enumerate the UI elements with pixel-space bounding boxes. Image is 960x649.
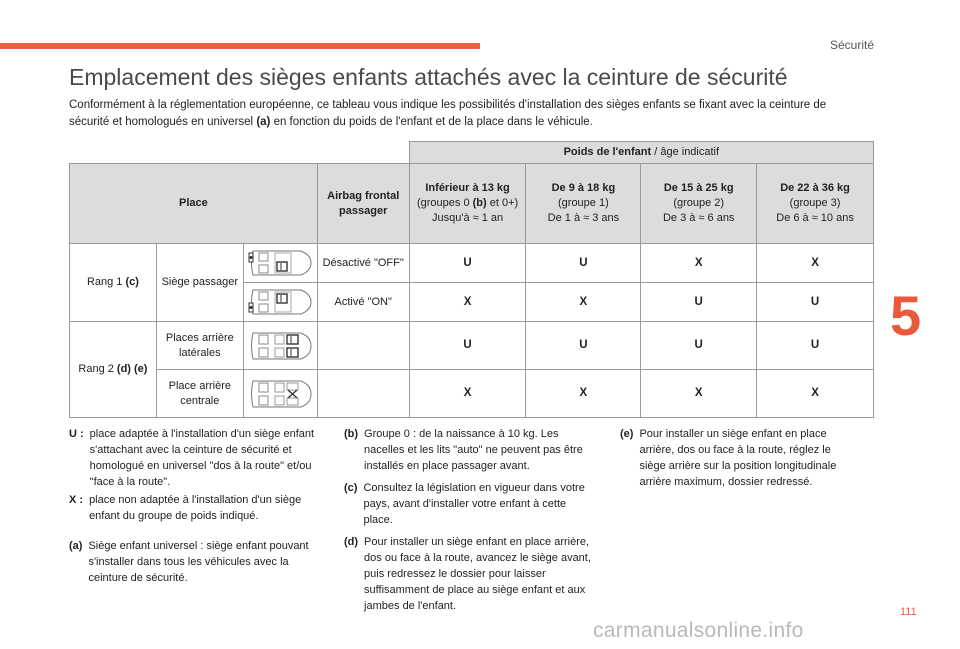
rang-ref: (c) — [125, 276, 139, 288]
weight-range: De 15 à 25 kg — [663, 182, 734, 194]
note-u — [69, 426, 319, 490]
seat-passenger-label: Siège passager — [156, 244, 243, 322]
intro-ref: (a) — [256, 116, 271, 128]
seat-value-cell: U — [409, 322, 526, 370]
note-key: X : — [69, 494, 84, 506]
airbag-empty-cell — [317, 322, 409, 370]
notes-column-2 — [344, 426, 594, 620]
seat-rear-side-label: Places arrière latérales — [156, 322, 243, 370]
table-row — [70, 322, 874, 370]
car-icon-cell — [243, 283, 317, 322]
seat-value-cell: U — [757, 322, 874, 370]
seat-value-cell: X — [409, 283, 526, 322]
intro-text-end: en fonction du poids de l'enfant et de la place dans le véhicule. — [270, 116, 593, 128]
weight-age: Jusqu'à ≈ 1 an — [432, 212, 504, 224]
weight-group: (groupe 3) — [789, 197, 841, 209]
row-rang-2 — [70, 322, 157, 418]
chapter-number: 5 — [890, 284, 922, 347]
car-front-seat-icon — [247, 286, 313, 318]
car-rear-side-icon — [247, 329, 313, 363]
note-text: Pour installer un siège enfant en place arrière, dos ou face à la route, réglez le siège arrière sur la position longitudinale arrière maximum, dossier redressé. — [639, 428, 837, 488]
page-number: 111 — [900, 606, 917, 618]
weight-group-header — [409, 142, 873, 164]
car-front-seat-icon — [247, 247, 313, 279]
car-icon-cell — [243, 370, 317, 418]
weight-header-rest: / âge indicatif — [651, 146, 720, 158]
note-key: U : — [69, 428, 84, 440]
weight-group-ref: (b) — [472, 197, 487, 209]
car-icon-cell — [243, 322, 317, 370]
note-key: (b) — [344, 428, 359, 440]
seat-rear-center-label: Place arrière centrale — [156, 370, 243, 418]
note-b — [344, 426, 594, 474]
notes-column-1 — [69, 426, 319, 592]
seat-value-cell: X — [641, 244, 757, 283]
intro-text: Conformément à la réglementation européenne, ce tableau vous indique les possibilités d'installation des sièges enfants se fixant avec la ceinture de sécurité et homologués en universel — [69, 99, 827, 128]
note-d — [344, 534, 594, 614]
note-text: Siège enfant universel : siège enfant pouvant s'installer dans tous les véhicules avec la ceinture de sécurité. — [88, 540, 309, 584]
note-text: place adaptée à l'installation d'un siège enfant s'attachant avec la ceinture de sécurité et homologué en universel "dos à la route" et/ou "face à la route". — [89, 428, 315, 488]
row-rang-1 — [70, 244, 157, 322]
weight-group: (groupe 2) — [673, 197, 725, 209]
weight-age: De 1 à ≈ 3 ans — [547, 212, 620, 224]
weight-col-header — [526, 164, 641, 244]
watermark: carmanualsonline.info — [593, 619, 804, 642]
note-key: (a) — [69, 540, 83, 552]
seat-value-cell: U — [409, 244, 526, 283]
weight-col-header — [757, 164, 874, 244]
weight-range: De 22 à 36 kg — [780, 182, 850, 194]
seat-value-cell: X — [526, 283, 641, 322]
seat-value-cell: X — [526, 370, 641, 418]
weight-age: De 6 à ≈ 10 ans — [776, 212, 854, 224]
col-airbag-header: Airbag frontal passager — [317, 164, 409, 244]
seat-value-cell: X — [641, 370, 757, 418]
seat-value-cell: U — [757, 283, 874, 322]
table-row — [70, 244, 874, 283]
weight-header-bold: Poids de l'enfant — [563, 146, 652, 158]
page-title: Emplacement des sièges enfants attachés avec la ceinture de sécurité — [69, 64, 788, 90]
notes-column-3 — [620, 426, 860, 496]
intro-paragraph — [69, 97, 869, 131]
seat-value-cell: X — [757, 370, 874, 418]
weight-range: De 9 à 18 kg — [551, 182, 616, 194]
note-c — [344, 480, 594, 528]
rang-label: Rang 2 — [78, 363, 117, 375]
seat-value-cell: U — [641, 322, 757, 370]
weight-group-end: et 0+) — [486, 197, 519, 209]
note-key: (c) — [344, 482, 358, 494]
weight-group: (groupe 1) — [558, 197, 609, 209]
note-a — [69, 538, 319, 586]
note-key: (d) — [344, 536, 359, 548]
table-row — [70, 370, 874, 418]
rang-label: Rang 1 — [86, 276, 126, 288]
weight-group: (groupes 0 — [416, 197, 473, 209]
seat-value-cell: U — [526, 322, 641, 370]
note-text: place non adaptée à l'installation d'un siège enfant du groupe de poids indiqué. — [89, 494, 302, 522]
child-seat-table — [69, 141, 874, 418]
car-rear-center-icon — [247, 377, 313, 411]
note-e — [620, 426, 860, 490]
note-text: Groupe 0 : de la naissance à 10 kg. Les nacelles et les lits "auto" ne peuvent pas être installés en place passager avant. — [364, 428, 583, 472]
weight-range: Inférieur à 13 kg — [425, 182, 510, 194]
weight-age: De 3 à ≈ 6 ans — [662, 212, 735, 224]
seat-value-cell: X — [757, 244, 874, 283]
seat-value-cell: X — [409, 370, 526, 418]
airbag-off-label: Désactivé "OFF" — [317, 244, 409, 283]
section-label: Sécurité — [830, 38, 875, 52]
note-text: Consultez la législation en vigueur dans votre pays, avant d'installer votre enfant à cette place. — [363, 482, 585, 526]
seat-value-cell: U — [526, 244, 641, 283]
top-accent-bar — [0, 43, 480, 49]
airbag-on-label: Activé "ON" — [317, 283, 409, 322]
note-key: (e) — [620, 428, 634, 440]
note-text: Pour installer un siège enfant en place arrière, dos ou face à la route, avancez le siège avant, puis redressez le dossier pour laisser suffisamment de place au siège enfant et aux jambes de l'enfant. — [364, 536, 591, 612]
weight-col-header — [409, 164, 526, 244]
weight-col-header — [641, 164, 757, 244]
col-place-header: Place — [70, 164, 318, 244]
note-x — [69, 492, 319, 524]
seat-value-cell: U — [641, 283, 757, 322]
rang-ref: (d) (e) — [116, 363, 148, 375]
car-icon-cell — [243, 244, 317, 283]
airbag-empty-cell — [317, 370, 409, 418]
